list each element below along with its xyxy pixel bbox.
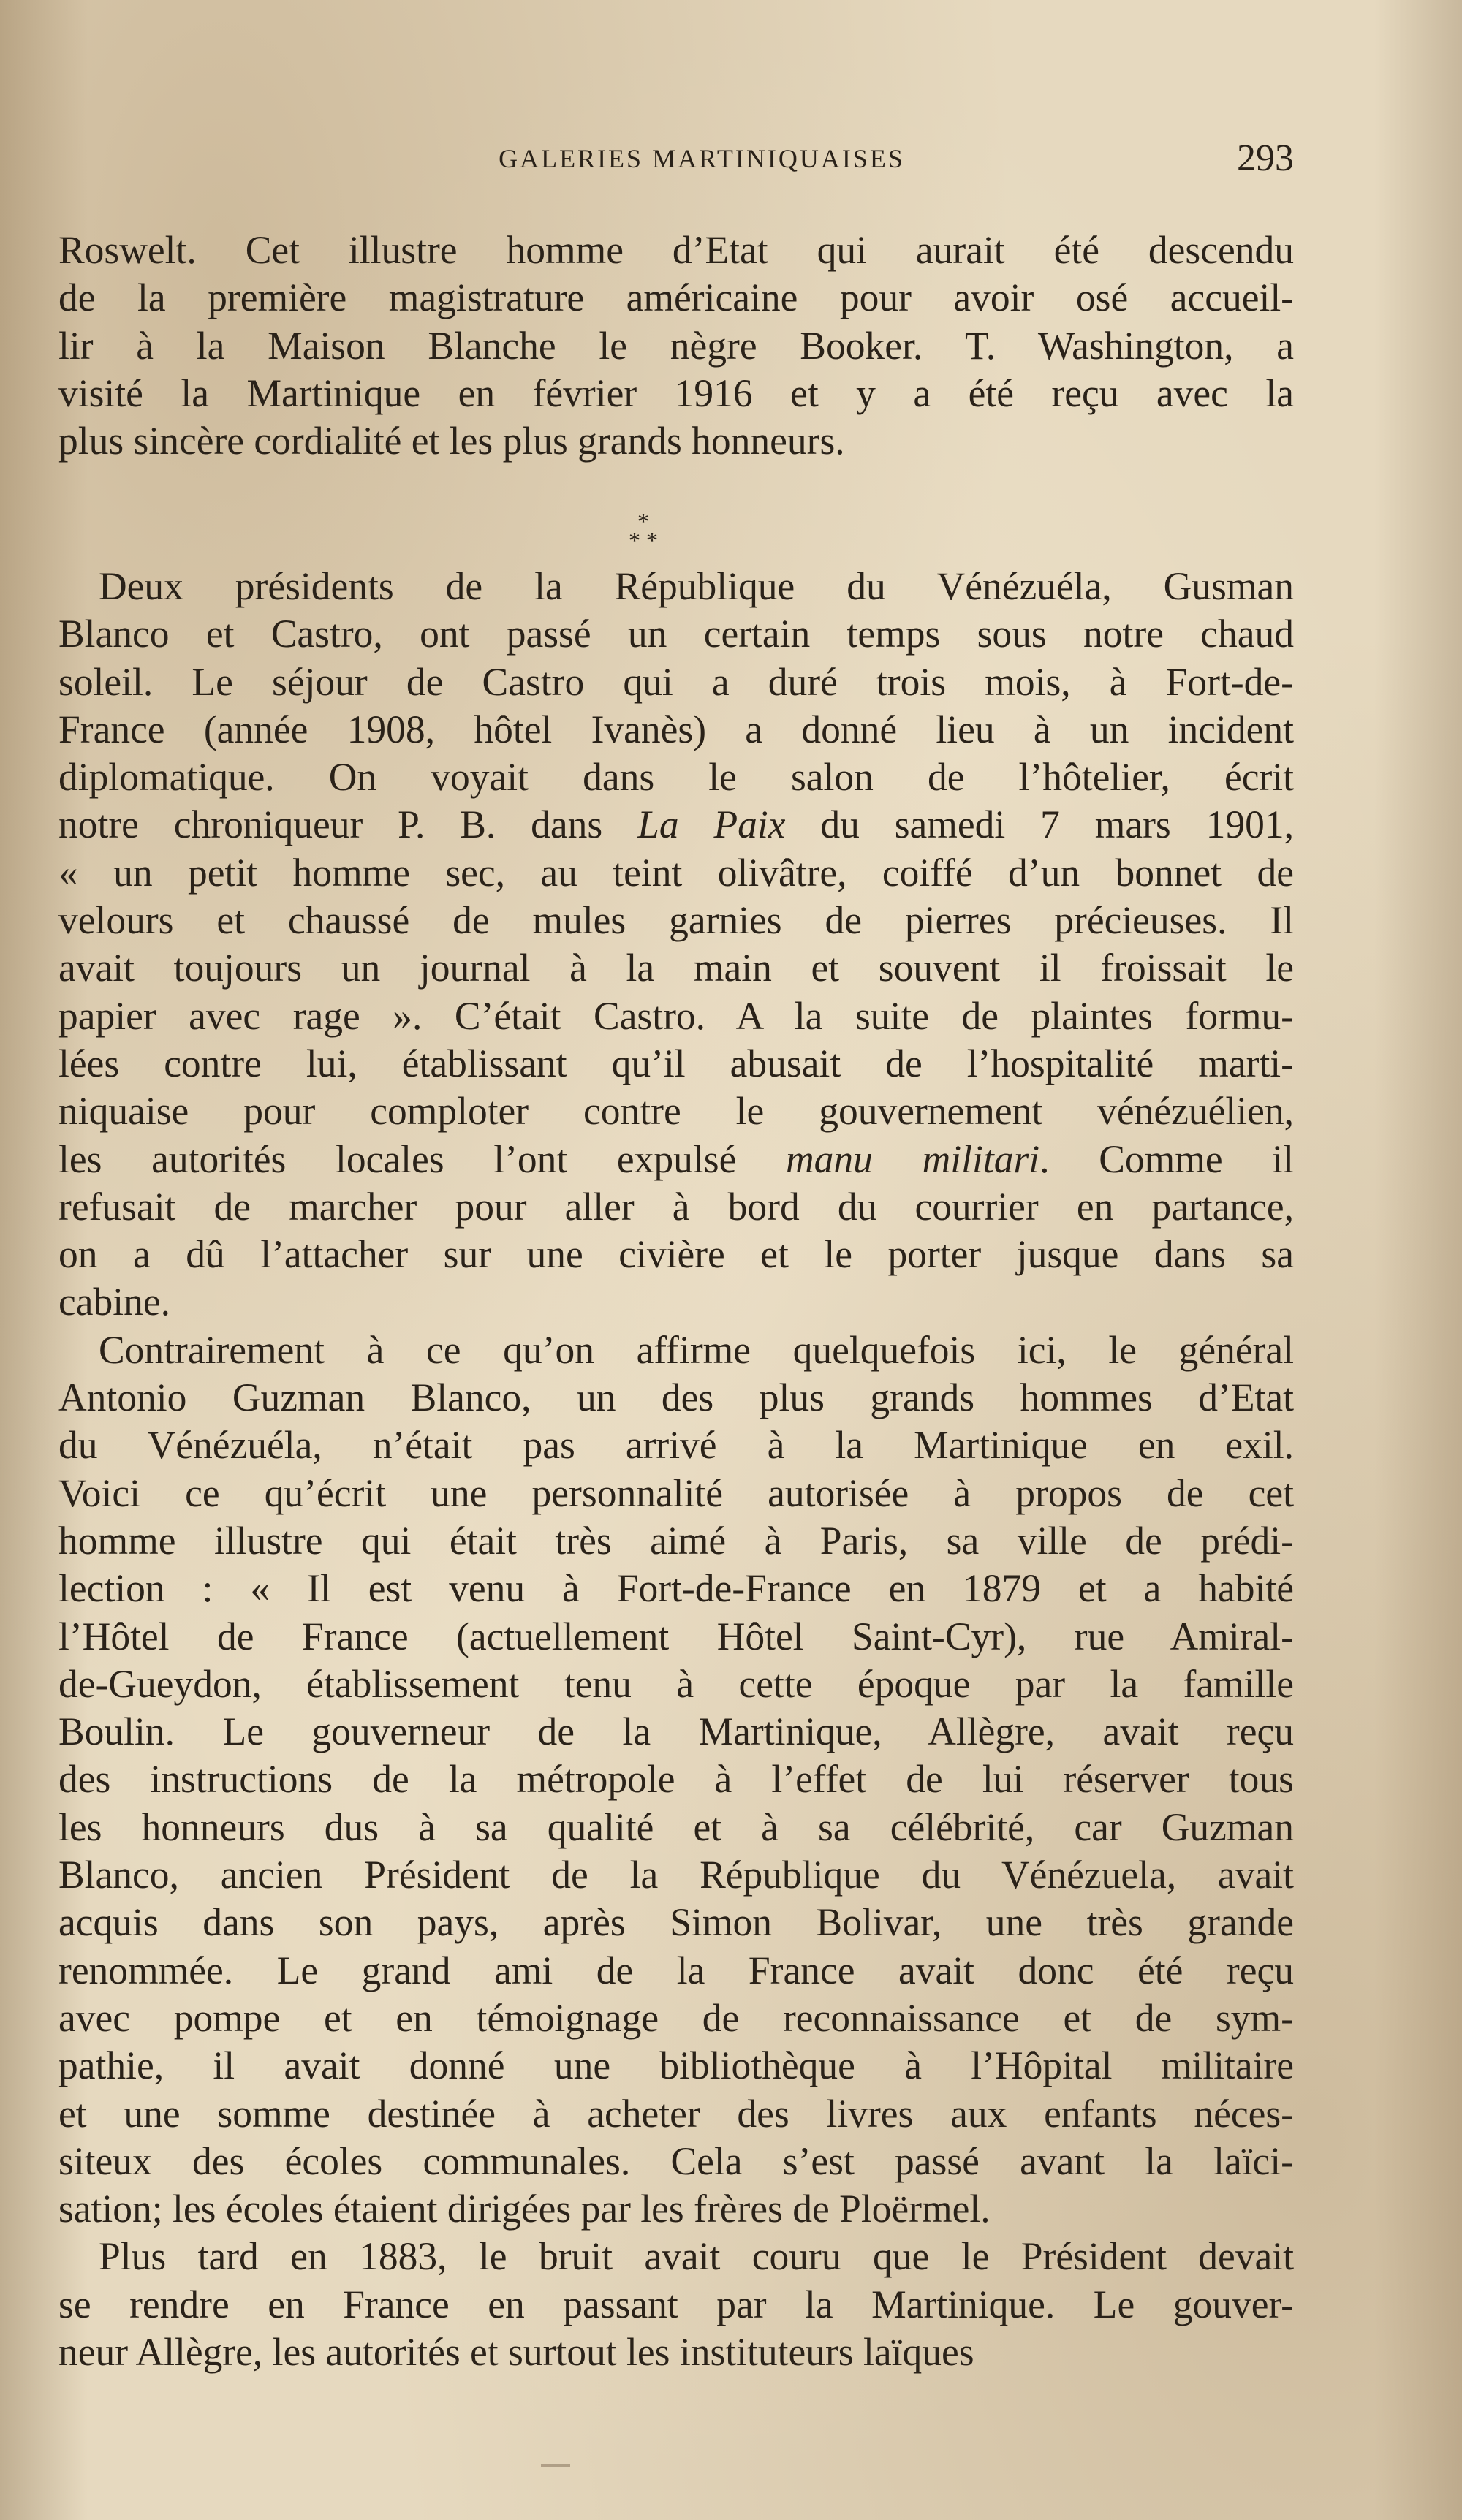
text-line: Roswelt. Cet illustre homme d’Etat qui aurait été descendu bbox=[58, 228, 1294, 272]
text-line: de-Gueydon, établissement tenu à cette époque par la famille bbox=[58, 1661, 1294, 1706]
asterism-separator bbox=[607, 508, 680, 553]
text-line: visité la Martinique en février 1916 et y a été reçu avec la bbox=[58, 371, 1294, 415]
footer-mark bbox=[541, 2464, 570, 2467]
text-line: papier avec rage ». C’était Castro. A la suite de plaintes formu- bbox=[58, 993, 1294, 1038]
text-line: avait toujours un journal à la main et souvent il froissait le bbox=[58, 946, 1294, 990]
text-line: France (année 1908, hôtel Ivanès) a donné lieu à un incident bbox=[58, 707, 1294, 751]
text-line: notre chroniqueur P. B. dans La Paix du samedi 7 mars 1901, bbox=[58, 802, 1294, 847]
paragraphs-venezuela bbox=[58, 563, 1294, 2376]
text-line: lées contre lui, établissant qu’il abusait de l’hospitalité marti- bbox=[58, 1041, 1294, 1085]
text-line: lir à la Maison Blanche le nègre Booker. T. Washington, a bbox=[58, 323, 1294, 368]
text-line: velours et chaussé de mules garnies de pierres précieuses. Il bbox=[58, 898, 1294, 943]
text-line: avec pompe et en témoignage de reconnaissance et de sym- bbox=[58, 1995, 1294, 2040]
asterism-top: * bbox=[637, 508, 649, 534]
text-line: sation; les écoles étaient dirigées par les frères de Ploërmel. bbox=[58, 2187, 991, 2231]
text-line: cabine. bbox=[58, 1280, 170, 1324]
text-line: Boulin. Le gouverneur de la Martinique, Allègre, avait reçu bbox=[58, 1709, 1294, 1754]
text-line: de la première magistrature américaine pour avoir osé accueil- bbox=[58, 276, 1294, 320]
text-line: refusait de marcher pour aller à bord du courrier en partance, bbox=[58, 1184, 1294, 1229]
page-number: 293 bbox=[1237, 137, 1294, 179]
text-line: Contrairement à ce qu’on affirme quelquefois ici, le général bbox=[99, 1327, 1294, 1372]
text-line: Blanco, ancien Président de la République du Vénézuela, avait bbox=[58, 1853, 1294, 1897]
page-header bbox=[58, 133, 1294, 184]
body-text bbox=[58, 227, 1294, 465]
text-line: soleil. Le séjour de Castro qui a duré trois mois, à Fort-de- bbox=[58, 659, 1294, 704]
text-line: Voici ce qu’écrit une personnalité autorisée à propos de cet bbox=[58, 1470, 1294, 1515]
text-line: Blanco et Castro, ont passé un certain temps sous notre chaud bbox=[58, 612, 1294, 656]
text-line: des instructions de la métropole à l’effet de lui réserver tous bbox=[58, 1757, 1294, 1802]
text-line: diplomatique. On voyait dans le salon de l’hôtelier, écrit bbox=[58, 755, 1294, 800]
text-line: renommée. Le grand ami de la France avait donc été reçu bbox=[58, 1948, 1294, 1992]
asterism-bottom: * * bbox=[629, 527, 658, 553]
text-line: Plus tard en 1883, le bruit avait couru que le Président devait bbox=[99, 2234, 1294, 2279]
running-title: GALERIES MARTINIQUAISES bbox=[499, 144, 905, 173]
text-line: et une somme destinée à acheter des livres aux enfants néces- bbox=[58, 2091, 1294, 2136]
text-line: les honneurs dus à sa qualité et à sa célébrité, car Guzman bbox=[58, 1804, 1294, 1849]
text-line: niquaise pour comploter contre le gouvernement vénézuélien, bbox=[58, 1089, 1294, 1134]
text-line: « un petit homme sec, au teint olivâtre, coiffé d’un bonnet de bbox=[58, 850, 1294, 895]
text-line: se rendre en France en passant par la Martinique. Le gouver- bbox=[58, 2282, 1294, 2326]
text-line: acquis dans son pays, après Simon Bolivar, une très grande bbox=[58, 1900, 1294, 1945]
text-line: neur Allègre, les autorités et surtout les instituteurs laïques bbox=[58, 2329, 974, 2374]
text-line: Antonio Guzman Blanco, un des plus grands hommes d’Etat bbox=[58, 1375, 1294, 1420]
text-line: lection : « Il est venu à Fort-de-France en 1879 et a habité bbox=[58, 1566, 1294, 1611]
paragraph-roswelt bbox=[58, 227, 1294, 465]
text-line: les autorités locales l’ont expulsé manu militari. Comme il bbox=[58, 1136, 1295, 1181]
text-line: siteux des écoles communales. Cela s’est passé avant la laïci- bbox=[58, 2138, 1294, 2183]
text-line: on a dû l’attacher sur une civière et le porter jusque dans sa bbox=[58, 1232, 1294, 1277]
text-line: l’Hôtel de France (actuellement Hôtel Saint-Cyr), rue Amiral- bbox=[58, 1614, 1294, 1658]
text-line: homme illustre qui était très aimé à Paris, sa ville de prédi- bbox=[58, 1518, 1294, 1563]
text-line: du Vénézuéla, n’était pas arrivé à la Martinique en exil. bbox=[58, 1423, 1294, 1468]
text-line: plus sincère cordialité et les plus grands honneurs. bbox=[58, 419, 845, 463]
body-text-continued bbox=[58, 563, 1294, 2376]
text-line: Deux présidents de la République du Vénézuéla, Gusman bbox=[99, 564, 1294, 608]
text-line: pathie, il avait donné une bibliothèque à l’Hôpital militaire bbox=[58, 2043, 1294, 2088]
